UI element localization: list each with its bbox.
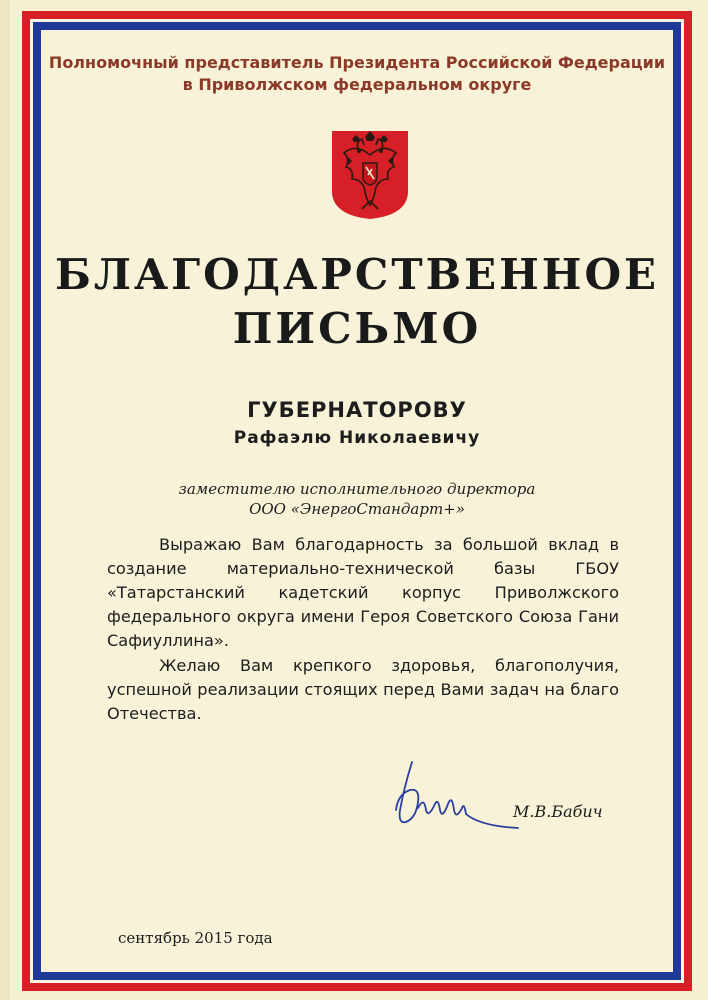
issuer-header-line1: Полномочный представитель Президента Российской Федерации: [48, 53, 666, 72]
paper-edge-shade: [0, 0, 10, 1000]
document-title-line2: ПИСЬМО: [232, 304, 482, 353]
recipient-position-line1: заместителю исполнительного директора: [178, 480, 536, 498]
body-paragraph-1-block: [107, 533, 619, 653]
russian-coat-of-arms-icon: [330, 129, 410, 221]
recipient-given-names: Рафаэлю Николаевичу: [233, 428, 481, 448]
body-paragraph-2: Желаю Вам крепкого здоровья, благополучия, успешной реализации стоящих перед Вами задач на благо Отечества.: [107, 656, 619, 723]
body-paragraph-2-block: [107, 654, 619, 726]
body-paragraph-1: Выражаю Вам благодарность за большой вклад в создание материально-технической базы ГБОУ «Татарстанский кадетский корпус Приволжского федерального округа имени Героя Советского Союза Гани Сафиуллина».: [107, 535, 619, 650]
signer-name: М.В.Бабич: [513, 802, 603, 821]
document-date: сентябрь 2015 года: [118, 929, 273, 947]
recipient-company: ООО «ЭнергоСтандарт+»: [249, 500, 465, 518]
issuer-header-line2: в Приволжском федеральном округе: [182, 75, 532, 94]
recipient-surname: ГУБЕРНАТОРОВУ: [247, 398, 467, 422]
handwritten-signature-icon: [390, 758, 525, 836]
document-title-line1: БЛАГОДАРСТВЕННОЕ: [54, 250, 660, 299]
